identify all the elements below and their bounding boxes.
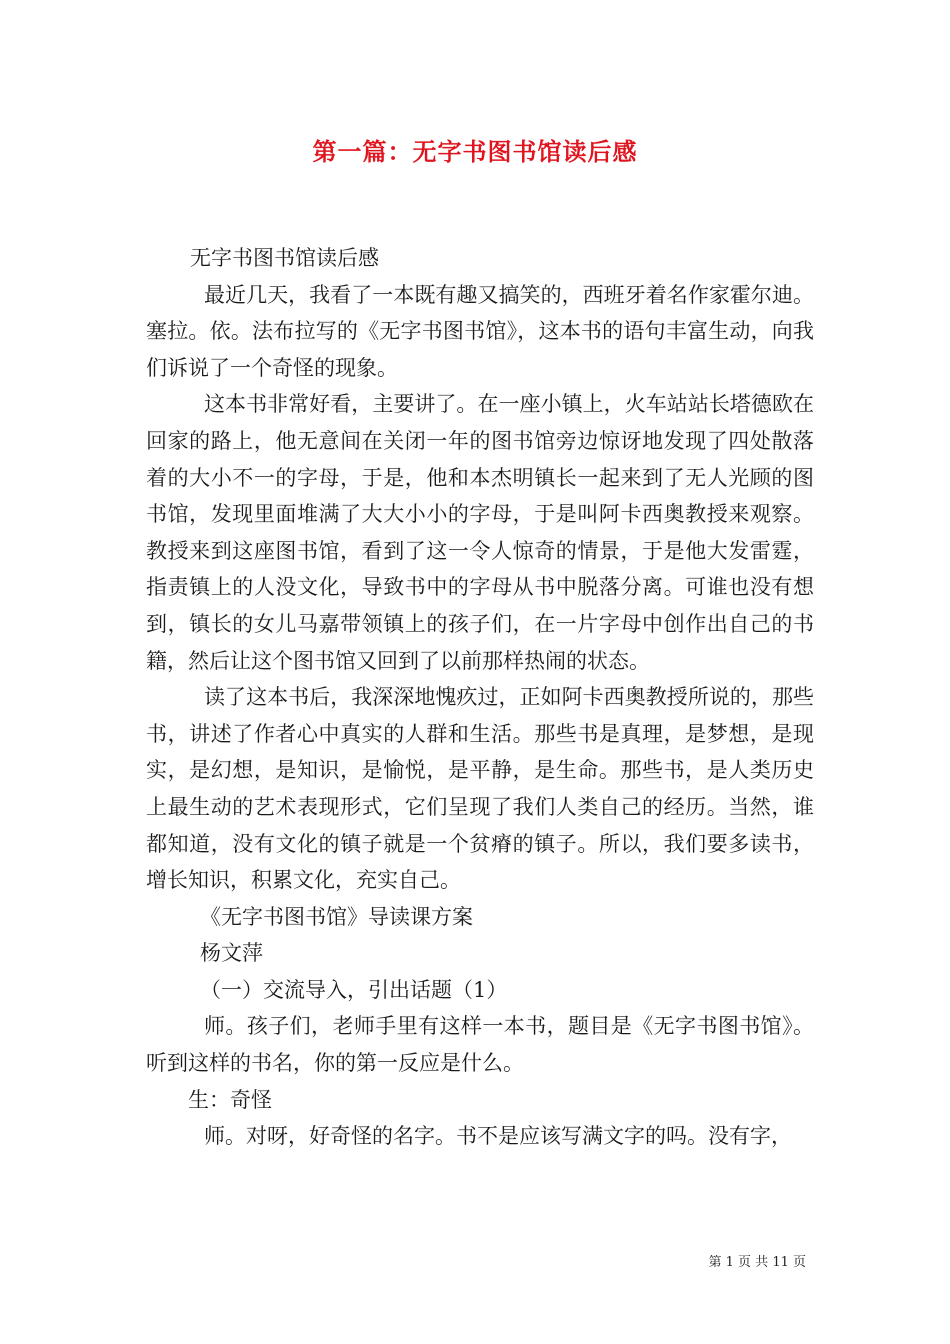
paragraph-section: （一）交流导入，引出话题（1）: [200, 977, 508, 1002]
paragraph: 这本书非常好看，主要讲了。在一座小镇上，火车站站长塔德欧在回家的路上，他无意间在关闭一年的图书馆旁边惊讶地发现了四处散落着的大小不一的字母，于是，他和本杰明镇长一起来到了无人光顾的图书馆，发现里面堆满了大大小小的字母，于是叫阿卡西奥教授来观察。教授来到这座图书馆，看到了这一令人惊奇的情景，于是他大发雷霆，指责镇上的人没文化，导致书中的字母从书中脱落分离。可谁也没有想到，镇长的女儿马嘉带领镇上的孩子们，在一片字母中创作出自己的书籍，然后让这个图书馆又回到了以前那样热闹的状态。: [146, 392, 814, 673]
document-body: [146, 240, 814, 1155]
paragraph: 师。孩子们，老师手里有这样一本书，题目是《无字书图书馆》。听到这样的书名，你的第一反应是什么。: [146, 1014, 814, 1076]
paragraph-subheading: 《无字书图书馆》导读课方案: [200, 904, 473, 929]
page-number: 第 1 页 共 11 页: [708, 1255, 806, 1270]
paragraph-author: 杨文萍: [200, 941, 263, 966]
paragraph-heading: 无字书图书馆读后感: [190, 246, 379, 270]
paragraph: 生：奇怪: [188, 1087, 272, 1112]
paragraph: 师。对呀，好奇怪的名字。书不是应该写满文字的吗。没有字，: [204, 1124, 792, 1149]
paragraph: 读了这本书后，我深深地愧疚过，正如阿卡西奥教授所说的，那些书，讲述了作者心中真实的人群和生活。那些书是真理，是梦想，是现实，是幻想，是知识，是愉悦，是平静，是生命。那些书，是人类历史上最生动的艺术表现形式，它们呈现了我们人类自己的经历。当然，谁都知道，没有文化的镇子就是一个贫瘠的镇子。所以，我们要多读书，增长知识，积累文化，充实自己。: [146, 685, 814, 893]
document-title: 第一篇：无字书图书馆读后感: [312, 137, 638, 166]
paragraph: 最近几天，我看了一本既有趣又搞笑的，西班牙着名作家霍尔迪。塞拉。依。法布拉写的《无字书图书馆》，这本书的语句丰富生动，向我们诉说了一个奇怪的现象。: [146, 282, 814, 380]
